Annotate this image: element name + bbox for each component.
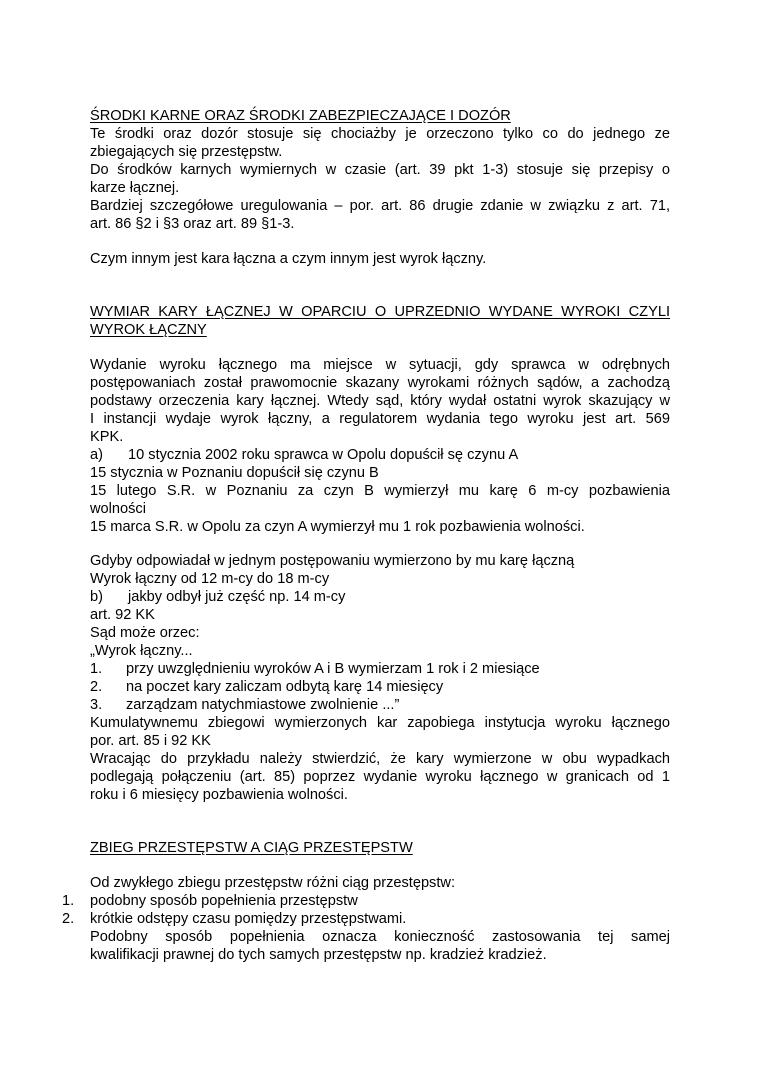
closing-line: Kumulatywnemu zbiegowi wymierzonych kar zapobiega instytucja wyroku łącznego — [90, 715, 670, 731]
section1-line: art. 86 §2 i §3 oraz art. 89 §1-3. — [90, 216, 295, 232]
numbered-item-number: 1. — [90, 661, 103, 677]
section1-line: karze łącznej. — [90, 180, 180, 196]
closing-line: roku i 6 miesięcy pozbawienia wolności. — [90, 787, 348, 803]
numbered-item — [90, 678, 670, 696]
section2-para-line: Wydanie wyroku łącznego ma miejsce w sytuacji, gdy sprawca w odrębnych — [90, 357, 670, 373]
section2-para-line: KPK. — [90, 429, 124, 445]
b-intro-line: Gdyby odpowiadał w jednym postępowaniu wymierzono by mu karę łączną — [90, 553, 575, 569]
item-b-label: b) — [90, 589, 103, 605]
list-number: 1. — [62, 893, 75, 909]
item-a-line: 15 stycznia w Poznaniu dopuścił się czynu B — [90, 465, 379, 481]
item-b-line: art. 92 KK — [90, 607, 155, 623]
item-a-line: 15 marca S.R. w Opolu za czyn A wymierzył mu 1 rok pozbawienia wolności. — [90, 519, 585, 535]
item-a — [90, 446, 670, 464]
item-a-line: wolności — [90, 501, 146, 517]
numbered-item-number: 2. — [90, 679, 103, 695]
numbered-item — [90, 660, 670, 678]
b-intro-line: Wyrok łączny od 12 m-cy do 18 m-cy — [90, 571, 330, 587]
numbered-item — [90, 696, 670, 714]
section2-heading-line1: WYMIAR KARY ŁĄCZNEJ W OPARCIU O UPRZEDNIO WYDANE WYROKI CZYLI — [90, 304, 670, 320]
section3-line: Podobny sposób popełnienia oznacza konieczność zastosowania tej samej — [90, 929, 670, 945]
section2-para-line: I instancji wydaje wyrok łączny, a regulatorem wydania tego wyroku jest art. 569 — [90, 411, 670, 427]
numbered-item-text: przy uwzględnieniu wyroków A i B wymierzam 1 rok i 2 miesiące — [126, 661, 540, 677]
section1-question: Czym innym jest kara łączna a czym innym jest wyrok łączny. — [90, 251, 487, 267]
list-item-text: podobny sposób popełnienia przestępstw — [90, 893, 358, 909]
item-b-text: jakby odbył już część np. 14 m-cy — [128, 589, 346, 605]
section2-para-line: podstawy orzeczenia kary łącznej. Wtedy sąd, który wydał ostatni wyrok skazujący w — [90, 393, 670, 409]
section2-para-line: postępowaniach został prawomocnie skazany wyrokami różnych sądów, a zachodzą — [90, 375, 670, 391]
section3-heading: ZBIEG PRZESTĘPSTW A CIĄG PRZESTĘPSTW — [90, 840, 413, 856]
section1-heading: ŚRODKI KARNE ORAZ ŚRODKI ZABEZPIECZAJĄCE I DOZÓR — [90, 108, 511, 124]
section1-line: Te środki oraz dozór stosuje się chociażby je orzeczono tylko co do jednego ze — [90, 126, 670, 142]
item-a-label: a) — [90, 447, 103, 463]
section1-line: Bardziej szczegółowe uregulowania – por. art. 86 drugie zdanie w związku z art. 71, — [90, 198, 670, 214]
section2-heading-line2: WYROK ŁĄCZNY — [90, 322, 207, 338]
closing-line: por. art. 85 i 92 KK — [90, 733, 211, 749]
item-b — [90, 588, 670, 606]
item-a-text: 10 stycznia 2002 roku sprawca w Opolu dopuścił sę czynu A — [128, 447, 519, 463]
section3-intro: Od zwykłego zbiegu przestępstw różni ciąg przestępstw: — [90, 875, 456, 891]
item-b-line: Sąd może orzec: — [90, 625, 200, 641]
section1-line: Do środków karnych wymiernych w czasie (art. 39 pkt 1-3) stosuje się przepisy o — [90, 162, 670, 178]
section1-line: zbiegających się przestępstw. — [90, 144, 283, 160]
closing-line: Wracając do przykładu należy stwierdzić, że kary wymierzone w obu wypadkach — [90, 751, 670, 767]
list-item-text: krótkie odstępy czasu pomiędzy przestępstwami. — [90, 911, 407, 927]
numbered-item-text: zarządzam natychmiastowe zwolnienie ...” — [126, 697, 400, 713]
section3-line: kwalifikacji prawnej do tych samych przestępstw np. kradzież kradzież. — [90, 947, 547, 963]
list-number: 2. — [62, 911, 75, 927]
numbered-item-number: 3. — [90, 697, 103, 713]
item-a-line: 15 lutego S.R. w Poznaniu za czyn B wymierzył mu karę 6 m-cy pozbawienia — [90, 483, 670, 499]
numbered-item-text: na poczet kary zaliczam odbytą karę 14 miesięcy — [126, 679, 444, 695]
closing-line: podlegają połączeniu (art. 85) poprzez wydanie wyroku łącznego w granicach od 1 — [90, 769, 670, 785]
item-b-line: „Wyrok łączny... — [90, 643, 193, 659]
